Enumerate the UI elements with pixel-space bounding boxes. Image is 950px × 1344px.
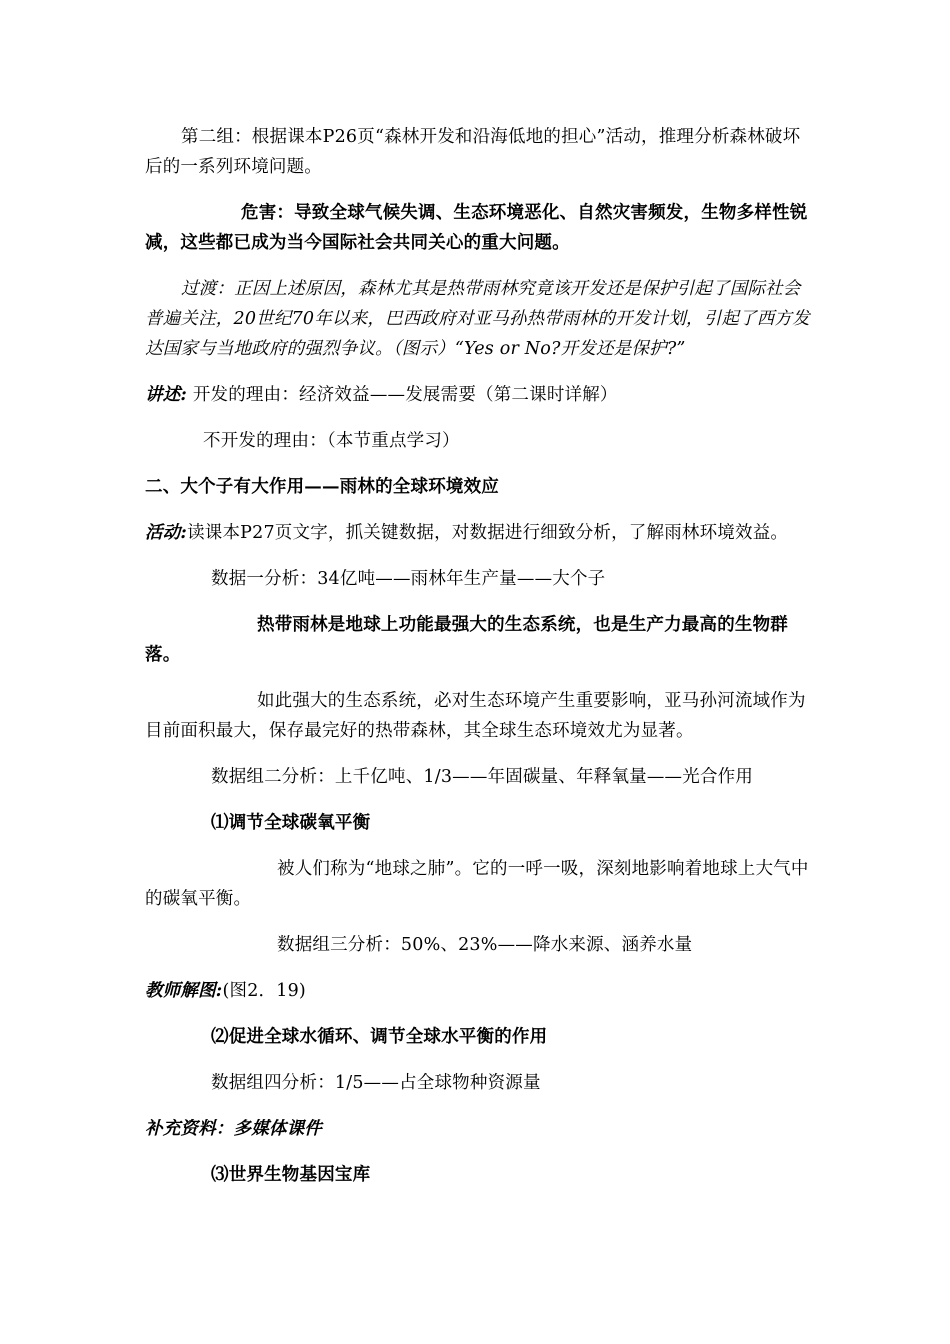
lecture-lead: 讲述: (145, 385, 188, 405)
teacher-text: (图2．19) (222, 981, 306, 1001)
section2-heading: 二、大个子有大作用——雨林的全球环境效应 (145, 477, 499, 497)
paragraph-data4: 数据组四分析：1/5——占全球物种资源量 (211, 1073, 541, 1093)
paragraph-harm: 危害：导致全球气候失调、生态环境恶化、自然灾害频发，生物多样性锐减，这些都已成为当今国际社会共同关心的重大问题。 (145, 203, 808, 253)
paragraph-group2: 第二组：根据课本P26页“森林开发和沿海低地的担心”活动，推理分析森林破坏后的一系列环境问题。 (145, 127, 801, 177)
paragraph-lecture (145, 380, 813, 410)
paragraph-data3: 数据组三分析：50%、23%——降水来源、涵养水量 (277, 935, 693, 955)
paragraph-teacher (145, 976, 813, 1006)
paragraph-supplement: 补充资料：多媒体课件 (145, 1119, 322, 1139)
paragraph-data2: 数据组二分析：上千亿吨、1/3——年固碳量、年释氧量——光合作用 (211, 767, 754, 787)
paragraph-not-develop: 不开发的理由：（本节重点学习） (203, 431, 460, 451)
teacher-lead: 教师解图: (145, 981, 223, 1001)
lecture-text: 开发的理由：经济效益——发展需要（第二课时详解） (192, 385, 618, 405)
paragraph-transition: 过渡：正因上述原因，森林尤其是热带雨林究竟该开发还是保护引起了国际社会普遍关注，20世纪70年以来，巴西政府对亚马孙热带雨林的开发计划，引起了西方发达国家与当地政府的强烈争议。（图示）“Yes or No?开发还是保护?” (145, 279, 810, 359)
point2-heading: ⑵促进全球水循环、调节全球水平衡的作用 (211, 1027, 548, 1047)
point1-heading: ⑴调节全球碳氧平衡 (211, 813, 371, 833)
point3-heading: ⑶世界生物基因宝库 (211, 1165, 371, 1185)
activity-lead: 活动: (145, 523, 188, 543)
paragraph-activity (145, 518, 813, 548)
document-page (145, 118, 813, 1190)
paragraph-rainforest: 热带雨林是地球上功能最强大的生态系统，也是生产力最高的生物群落。 (145, 615, 788, 665)
activity-text: 读课本P27页文字，抓关键数据，对数据进行细致分析，了解雨林环境效益。 (187, 523, 789, 543)
paragraph-powerful-system: 如此强大的生态系统，必对生态环境产生重要影响，亚马孙河流域作为目前面积最大，保存最完好的热带森林，其全球生态环境效尤为显著。 (145, 691, 806, 741)
paragraph-lung: 被人们称为“地球之肺”。它的一呼一吸，深刻地影响着地球上大气中的碳氧平衡。 (145, 859, 809, 909)
paragraph-data1: 数据一分析：34亿吨——雨林年生产量——大个子 (211, 569, 606, 589)
